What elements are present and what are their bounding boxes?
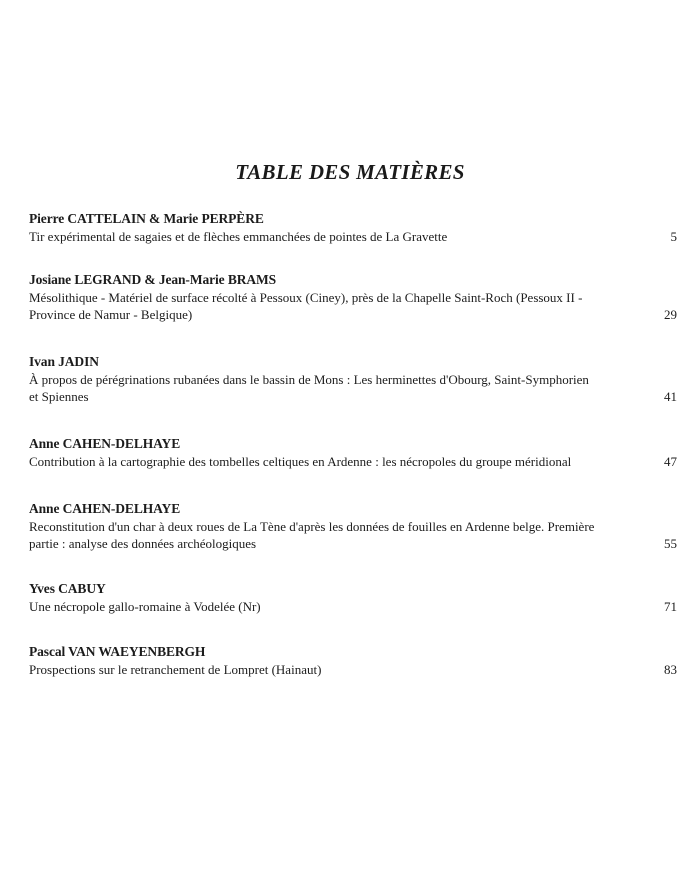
- entry-description: Reconstitution d'un char à deux roues de La Tène d'après les données de fouilles en Ardenne belge. Première partie : analyse des données archéologiques: [29, 519, 595, 551]
- entry-description: Mésolithique - Matériel de surface récolté à Pessoux (Ciney), près de la Chapelle Saint-Roch (Pessoux II - Province de Namur - Belgique): [29, 290, 583, 322]
- entry-description: À propos de pérégrinations rubanées dans le bassin de Mons : Les herminettes d'Obourg, Saint-Symphorien et Spiennes: [29, 372, 589, 404]
- entry-description: Prospections sur le retranchement de Lompret (Hainaut): [29, 662, 322, 677]
- entry-page-number: 29: [664, 307, 677, 322]
- entry-description: Une nécropole gallo-romaine à Vodelée (Nr): [29, 599, 261, 614]
- entry-author: Anne CAHEN-DELHAYE: [29, 436, 181, 451]
- toc-entry: [29, 435, 677, 470]
- entry-description: Contribution à la cartographie des tombelles celtiques en Ardenne : les nécropoles du groupe méridional: [29, 454, 572, 469]
- entry-page-number: 71: [664, 599, 677, 614]
- entry-author: Pierre CATTELAIN & Marie PERPÈRE: [29, 211, 264, 226]
- toc-entry: [29, 271, 677, 323]
- entry-author: Anne CAHEN-DELHAYE: [29, 501, 181, 516]
- entry-page-number: 5: [670, 229, 677, 244]
- toc-entry: [29, 353, 677, 405]
- entry-author: Josiane LEGRAND & Jean-Marie BRAMS: [29, 272, 277, 287]
- toc-entry: [29, 210, 677, 245]
- entry-author: Ivan JADIN: [29, 354, 99, 369]
- entry-page-number: 47: [664, 454, 677, 469]
- entry-author: Yves CABUY: [29, 581, 106, 596]
- toc-entry: [29, 500, 677, 552]
- entry-description: Tir expérimental de sagaies et de flèches emmanchées de pointes de La Gravette: [29, 229, 448, 244]
- toc-entry: [29, 580, 677, 615]
- entry-page-number: 41: [664, 389, 677, 404]
- entry-author: Pascal VAN WAEYENBERGH: [29, 644, 206, 659]
- toc-entry: [29, 643, 677, 678]
- entry-page-number: 55: [664, 536, 677, 551]
- entry-page-number: 83: [664, 662, 677, 677]
- page-title: TABLE DES MATIÈRES: [235, 160, 465, 184]
- toc-entries: [29, 210, 677, 678]
